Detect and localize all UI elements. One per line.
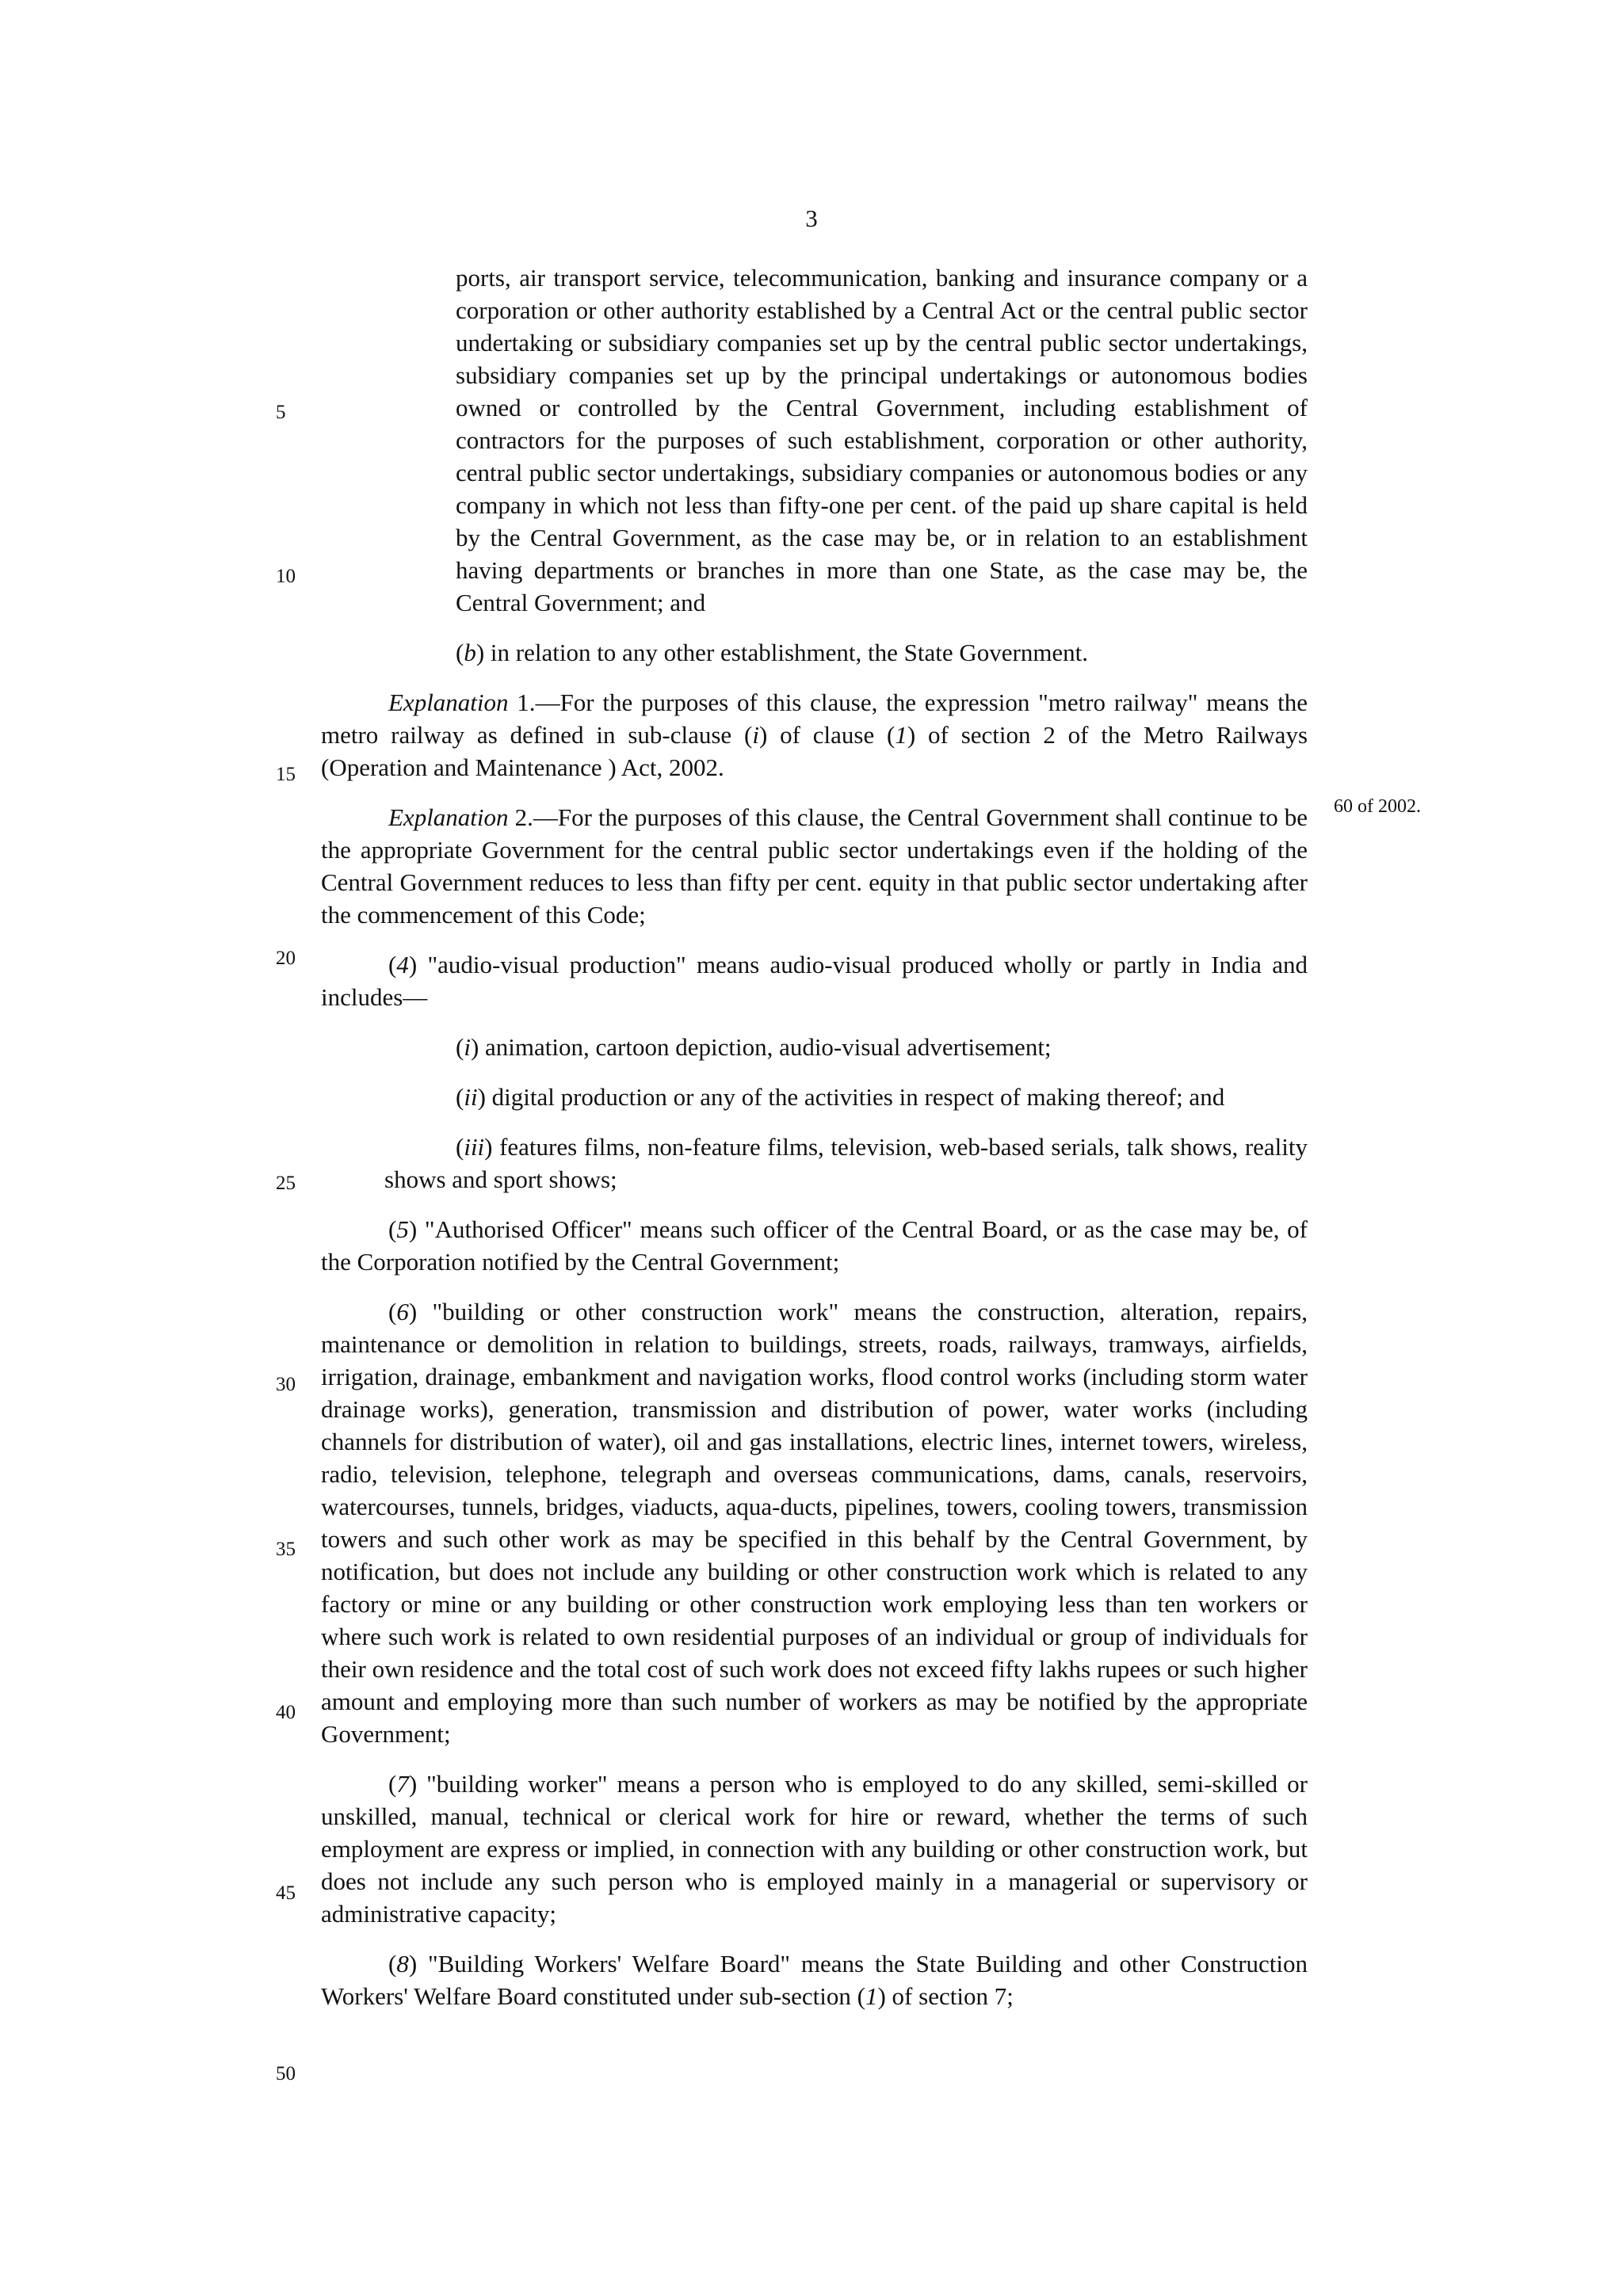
explanation-2 <box>321 801 1308 931</box>
sub-section-ref: 1 <box>865 1982 878 2010</box>
definition-5: (5) "Authorised Officer" means such officer of the Central Board, or as the case may be, of the Corporation notified by the Central Government; <box>321 1215 1308 1276</box>
sub-item-label: iii <box>464 1133 485 1161</box>
definition-text: ) of section 7; <box>877 1982 1014 2010</box>
explanation-text: —For the purposes of this clause, the expression "metro railway" means the metro railway as defined in sub-clause ( <box>321 688 1308 749</box>
line-number: 5 <box>276 402 286 423</box>
page-number: 3 <box>805 204 818 232</box>
definition-number: 5 <box>396 1215 409 1243</box>
definition-7: (7) "building worker" means a person who is employed to do any skilled, semi-skilled or unskilled, manual, technical or clerical work for hire or reward, whether the terms of such employment are express or implied, in connection with any building or other construction work, but does not include any such person who is employed mainly in a managerial or supervisory or administrative capacity; <box>321 1770 1308 1928</box>
line-number: 50 <box>276 2063 296 2084</box>
explanation-text: ) of section 2 of the Metro Railways (Operation and Maintenance ) Act, 2002. <box>321 721 1308 781</box>
clause-text: in relation to any other establishment, the State Government. <box>484 639 1089 666</box>
line-number: 45 <box>276 1882 296 1904</box>
definition-number: 6 <box>396 1298 409 1325</box>
definition-text: "Authorised Officer" means such officer of the Central Board, or as the case may be, of the Corporation notified by the Central Government; <box>321 1215 1308 1276</box>
sub-item-label: ii <box>464 1083 478 1111</box>
definition-number: 8 <box>396 1950 409 1978</box>
clause-b: (b) in relation to any other establishment, the State Government. <box>456 639 1089 666</box>
sub-item: (iii) features films, non-feature films, television, web-based serials, talk shows, reality shows and sport shows; <box>384 1133 1308 1193</box>
explanation-text: —For the purposes of this clause, the Central Government shall continue to be the appropriate Government for the central public sector undertakings even if the holding of the Central Government reduces to less than fifty per cent. equity in that public sector undertaking after the commencement of this Code; <box>321 803 1308 929</box>
document-body <box>321 261 1308 2012</box>
line-number: 20 <box>276 948 296 969</box>
line-number: 10 <box>276 566 296 587</box>
line-number: 25 <box>276 1173 296 1194</box>
sub-item: (i) animation, cartoon depiction, audio-visual advertisement; <box>456 1033 1052 1061</box>
definition-text: "audio-visual production" means audio-visual produced wholly or partly in India and includes— <box>321 951 1308 1011</box>
explanation-1 <box>321 686 1308 784</box>
explanation-word: Explanation <box>388 688 509 716</box>
definition-text: "building or other construction work" means the construction, alteration, repairs, maintenance or demolition in relation to buildings, streets, roads, railways, tramways, airfields, irrigation, drainage, embankment and navigation works, flood control works (including storm water drainage works), generation, transmission and distribution of power, water works (including channels for distribution of water), oil and gas installations, electric lines, internet towers, wireless, radio, television, telephone, telegraph and overseas communications, dams, canals, reservoirs, watercourses, tunnels, bridges, viaducts, aqua-ducts, pipelines, towers, cooling towers, transmission towers and such other work as may be specified in this behalf by the Central Government, by notification, but does not include any building or other construction work which is related to any factory or mine or any building or other construction work employing less than ten workers or where such work is related to own residential purposes of an individual or group of individuals for their own residence and the total cost of such work does not exceed fifty lakhs rupees or such higher amount and employing more than such number of workers as may be notified by the appropriate Government; <box>321 1298 1308 1748</box>
definition-text: "building worker" means a person who is employed to do any skilled, semi-skilled or unskilled, manual, technical or clerical work for hire or reward, whether the terms of such employment are express or implied, in connection with any building or other construction work, but does not include any such person who is employed mainly in a managerial or supervisory or administrative capacity; <box>321 1770 1308 1928</box>
definition-number: 7 <box>396 1770 409 1798</box>
definition-text: "Building Workers' Welfare Board" means the State Building and other Construction Workers' Welfare Board constituted under sub-section ( <box>321 1950 1308 2010</box>
clause-ref: 1 <box>895 721 907 749</box>
sub-item: (ii) digital production or any of the activities in respect of making thereof; and <box>456 1083 1225 1111</box>
clause-a-continuation: ports, air transport service, telecommunication, banking and insurance company or a corporation or other authority established by a Central Act or the central public sector undertaking or subsidiary companies set up by the central public sector undertakings, subsidiary companies set up by the principal undertakings or autonomous bodies owned or controlled by the Central Government, including establishment of contractors for the purposes of such establishment, corporation or other authority, central public sector undertakings, subsidiary companies or autonomous bodies or any company in which not less than fifty-one per cent. of the paid up share capital is held by the Central Government, as the case may be, or in relation to an establishment having departments or branches in more than one State, as the case may be, the Central Government; and <box>456 264 1308 616</box>
line-number: 15 <box>276 764 296 785</box>
explanation-number: 2. <box>508 803 533 831</box>
sub-item-label: i <box>464 1033 471 1061</box>
explanation-text: ) of clause ( <box>758 721 896 749</box>
sub-item-text: digital production or any of the activities in respect of making thereof; and <box>485 1083 1225 1111</box>
line-number: 35 <box>276 1539 296 1560</box>
explanation-word: Explanation <box>388 803 509 831</box>
explanation-number: 1. <box>508 688 536 716</box>
sub-item-text: animation, cartoon depiction, audio-visual advertisement; <box>479 1033 1052 1061</box>
margin-note: 60 of 2002. <box>1334 796 1421 817</box>
definition-6: (6) "building or other construction work" means the construction, alteration, repairs, maintenance or demolition in relation to buildings, streets, roads, railways, tramways, airfields, irrigation, drainage, embankment and navigation works, flood control works (including storm water drainage works), generation, transmission and distribution of power, water works (including channels for distribution of water), oil and gas installations, electric lines, internet towers, wireless, radio, television, telephone, telegraph and overseas communications, dams, canals, reservoirs, watercourses, tunnels, bridges, viaducts, aqua-ducts, pipelines, towers, cooling towers, transmission towers and such other work as may be specified in this behalf by the Central Government, by notification, but does not include any building or other construction work which is related to any factory or mine or any building or other construction work employing less than ten workers or where such work is related to own residential purposes of an individual or group of individuals for their own residence and the total cost of such work does not exceed fifty lakhs rupees or such higher amount and employing more than such number of workers as may be notified by the appropriate Government; <box>321 1298 1308 1748</box>
line-number: 30 <box>276 1374 296 1395</box>
definition-number: 4 <box>396 951 409 978</box>
definition-8: (8) "Building Workers' Welfare Board" means the State Building and other Construction Workers' Welfare Board constituted under sub-section (1) of section 7; <box>321 1950 1308 2010</box>
line-number: 40 <box>276 1702 296 1723</box>
definition-4: (4) "audio-visual production" means audio-visual produced wholly or partly in India and includes— <box>321 951 1308 1011</box>
sub-clause-ref: i <box>752 721 759 749</box>
clause-label: b <box>464 639 476 666</box>
sub-item-text: features films, non-feature films, television, web-based serials, talk shows, reality shows and sport shows; <box>384 1133 1308 1193</box>
